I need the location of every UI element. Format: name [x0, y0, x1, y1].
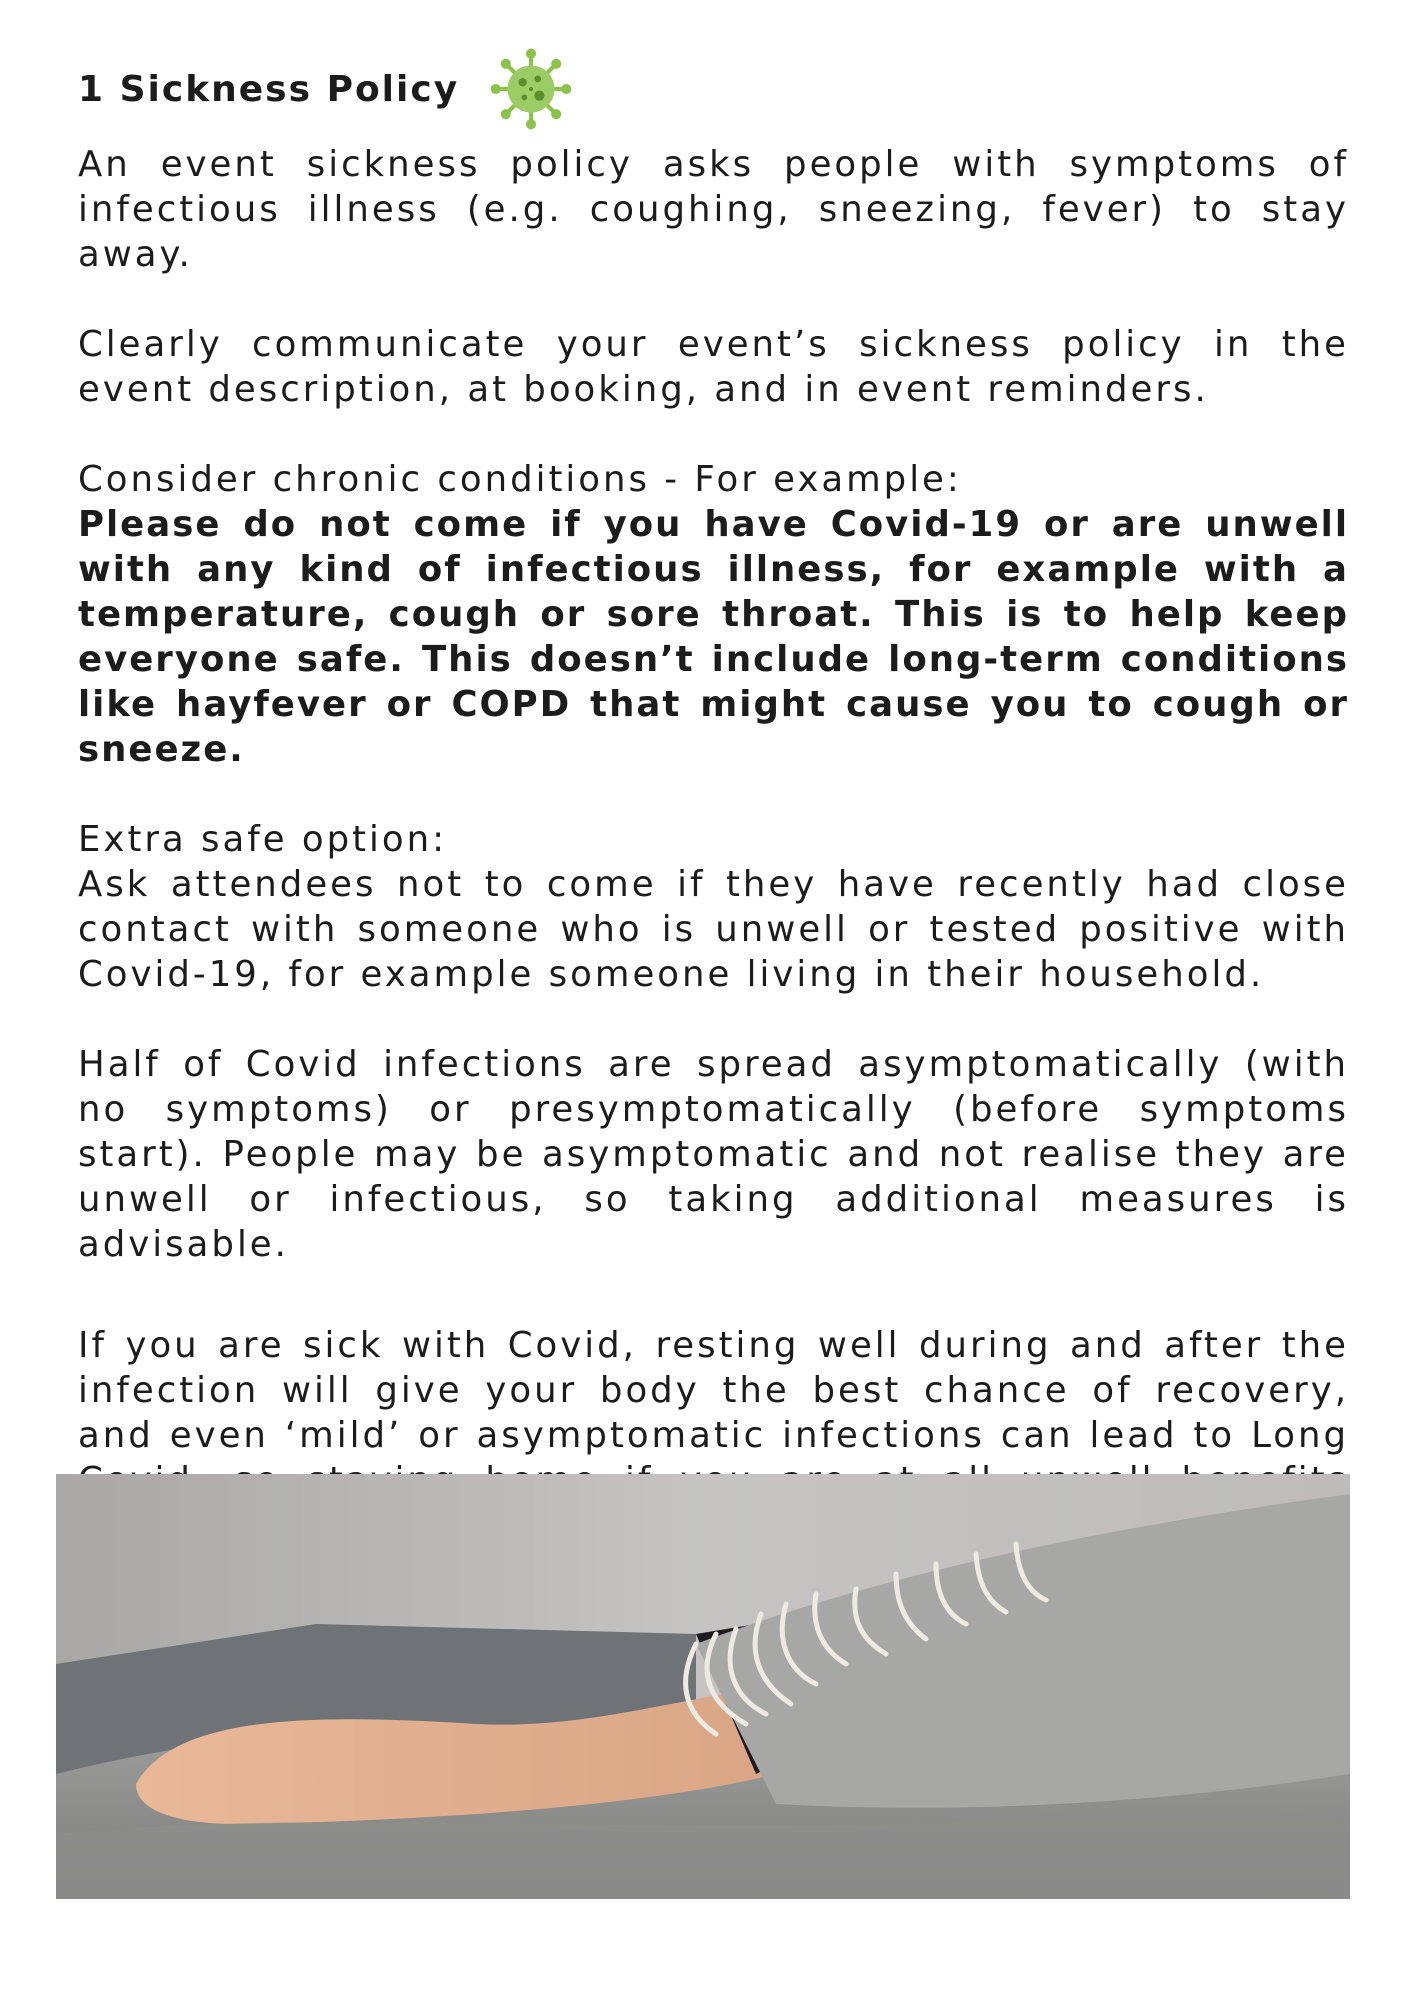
chronic-conditions-label: Consider chronic conditions - For example: [78, 459, 962, 500]
heading-row [78, 44, 573, 134]
example-policy-paragraph: Please do not come if you have Covid-19 or are unwell with any kind of infectious illness, for example with a temperature, cough or sore throat. This is to help keep everyone safe. This doesn’t include long-term conditions like hayfever or COPD that might cause you to cough or sneeze. [78, 504, 1349, 770]
resting-photo [56, 1474, 1350, 1899]
policy-text [78, 142, 1349, 1548]
blanket-illustration [56, 1474, 1350, 1899]
rest-paragraph: If you are sick with Covid, resting well during and after the infection will give your body the best chance of recovery, and even ‘mild’ or asymptomatic infections can lead to Long [78, 1325, 1349, 1456]
asymptomatic-paragraph: Half of Covid infections are spread asymptomatically (with no symptoms) or presymptomatically (before symptoms start). People may be asymptomatic and not realise they are unwell or infectious, so taking additional measures is advisable. [78, 1044, 1349, 1265]
page-title: 1 Sickness Policy [78, 68, 460, 110]
virus-icon [489, 44, 573, 134]
intro-paragraph: An event sickness policy asks people with symptoms of infectious illness (e.g. coughing, sneezing, fever) to stay away. [78, 144, 1349, 275]
extra-safe-label: Extra safe option: [78, 819, 448, 860]
communicate-paragraph: Clearly communicate your event’s sickness policy in the event description, at booking, and in event reminders. [78, 324, 1349, 410]
extra-safe-paragraph: Ask attendees not to come if they have recently had close contact with someone who is unwell or tested positive with Covid-19, for example someone living in their household. [78, 864, 1349, 995]
